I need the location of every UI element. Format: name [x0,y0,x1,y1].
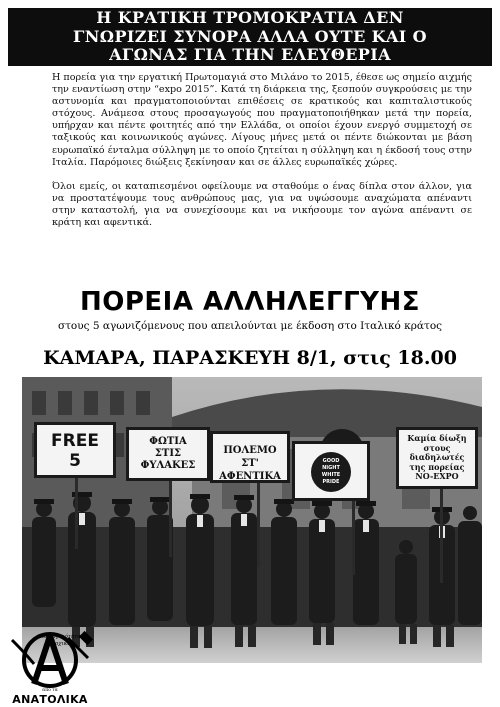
sign-no-expo-line-4: της πορείας [409,461,465,472]
paragraph-1: Η πορεία για την εργατική Πρωτομαγιά στο Μιλάνο το 2015, έθεσε ως σημείο αιχμής την εναντίωση στην “expo 2015”. Κατά τη διάρκεια της, ξεσπούν συγκρούσεις με την αστυνομία και πραγματοποιούνται επιθέσεις σε κρατικούς και καπιταλιστικούς στόχους. Ανάμεσα στους προσαγωγούς που πραγματοποιήθηκαν μετά την πορεία, υπήρχαν και πέντε φοιτητές από την Ελλάδα, οι οποίοι έχουν ενεργό συμμετοχή σε ταξικούς και κοινωνικούς αγώνες. Λίγους μήνες μετά οι πέντε διώκονται με βάση ευρωπαϊκό ένταλμα σύλληψη με το οποίο ζητείται η σύλληψη και η έκδοσή τους στην Ιταλία. Παρόμοιες διώξεις ξεκίνησαν και σε άλλες ευρωπαϊκές χώρες. [52,72,472,168]
body-text [52,72,472,229]
sign-war-bosses-line-1: ΠΟΛΕΜΟ [223,445,277,456]
march-title: ΠΟΡΕΙΑ ΑΛΛΗΛΕΓΓΥΗΣ [79,287,421,317]
march-subtitle: στους 5 αγωνιζόμενους που απειλούνται με έκδοση στο Ιταλικό κράτος [57,320,443,332]
event-date-location: ΚΑΜΑΡΑ, ΠΑΡΑΣΚΕΥΗ 8/1, στις 18.00 [43,347,457,369]
sign-fire-prisons [126,427,210,481]
sign-free-5-line-2: 5 [69,451,81,471]
good-night-white-pride-label: GOOD NIGHT WHITE PRIDE [321,458,341,485]
sign-fire-prisons-line-3: ΦΥΛΑΚΕΣ [140,460,196,471]
sign-free-5-line-1: FREE [51,431,99,451]
collective-name: ΑΝΑΤΟΛΙΚΑ [12,693,88,706]
header-line-3: ΑΓΩΝΑΣ ΓΙΑ ΤΗΝ ΕΛΕΥΘΕΡΙΑ [109,45,391,64]
sign-free-5 [34,422,116,478]
protest-photo [22,377,482,663]
sign-good-night-white-pride [292,441,370,501]
sign-war-bosses-line-2: ΣΤ' ΑΦΕΝΤΙΚΑ [219,458,281,482]
header-line-2: ΓΝΩΡΙΖΕΙ ΣΥΝΟΡΑ ΑΛΛΑ ΟΥΤΕ ΚΑΙ Ο [73,26,427,46]
header-banner [8,8,492,66]
paragraph-2: Όλοι εμείς, οι καταπιεσμένοι οφείλουμε να σταθούμε ο ένας δίπλα στον άλλον, για να προστατέψουμε τους ανθρώπους μας, για να υψώσουμε αναχώματα απέναντι στην καταστολή, για να συνεχίσουμε και να νικήσουμε τον αγώνα απέναντι σε κράτη και αφεντικά. [52,180,472,229]
sign-fire-prisons-line-2: ΣΤΙΣ [154,448,182,459]
sign-war-bosses [210,431,290,483]
collective-name-top: Συλλογικότητα [38,634,81,640]
protest-photo-illustration [22,377,482,663]
collective-name-mid: Αναρχικών [44,641,76,647]
sign-no-expo-line-2: στους [423,442,451,453]
sign-no-expo [396,427,478,489]
sign-fire-prisons-line-1: ΦΩΤΙΑ [149,436,187,447]
header-line-1: Η ΚΡΑΤΙΚΗ ΤΡΟΜΟΚΡΑΤΙΑ ΔΕΝ [96,8,404,27]
sign-no-expo-line-3: διαδηλωτές [409,452,465,462]
collective-logo [4,630,96,707]
collective-name-small: από τα [42,688,58,693]
sign-no-expo-line-5: NO-EXPO [415,471,459,481]
good-night-white-pride-icon [311,452,351,492]
sign-no-expo-line-1: Καμία δίωξη [407,433,467,443]
